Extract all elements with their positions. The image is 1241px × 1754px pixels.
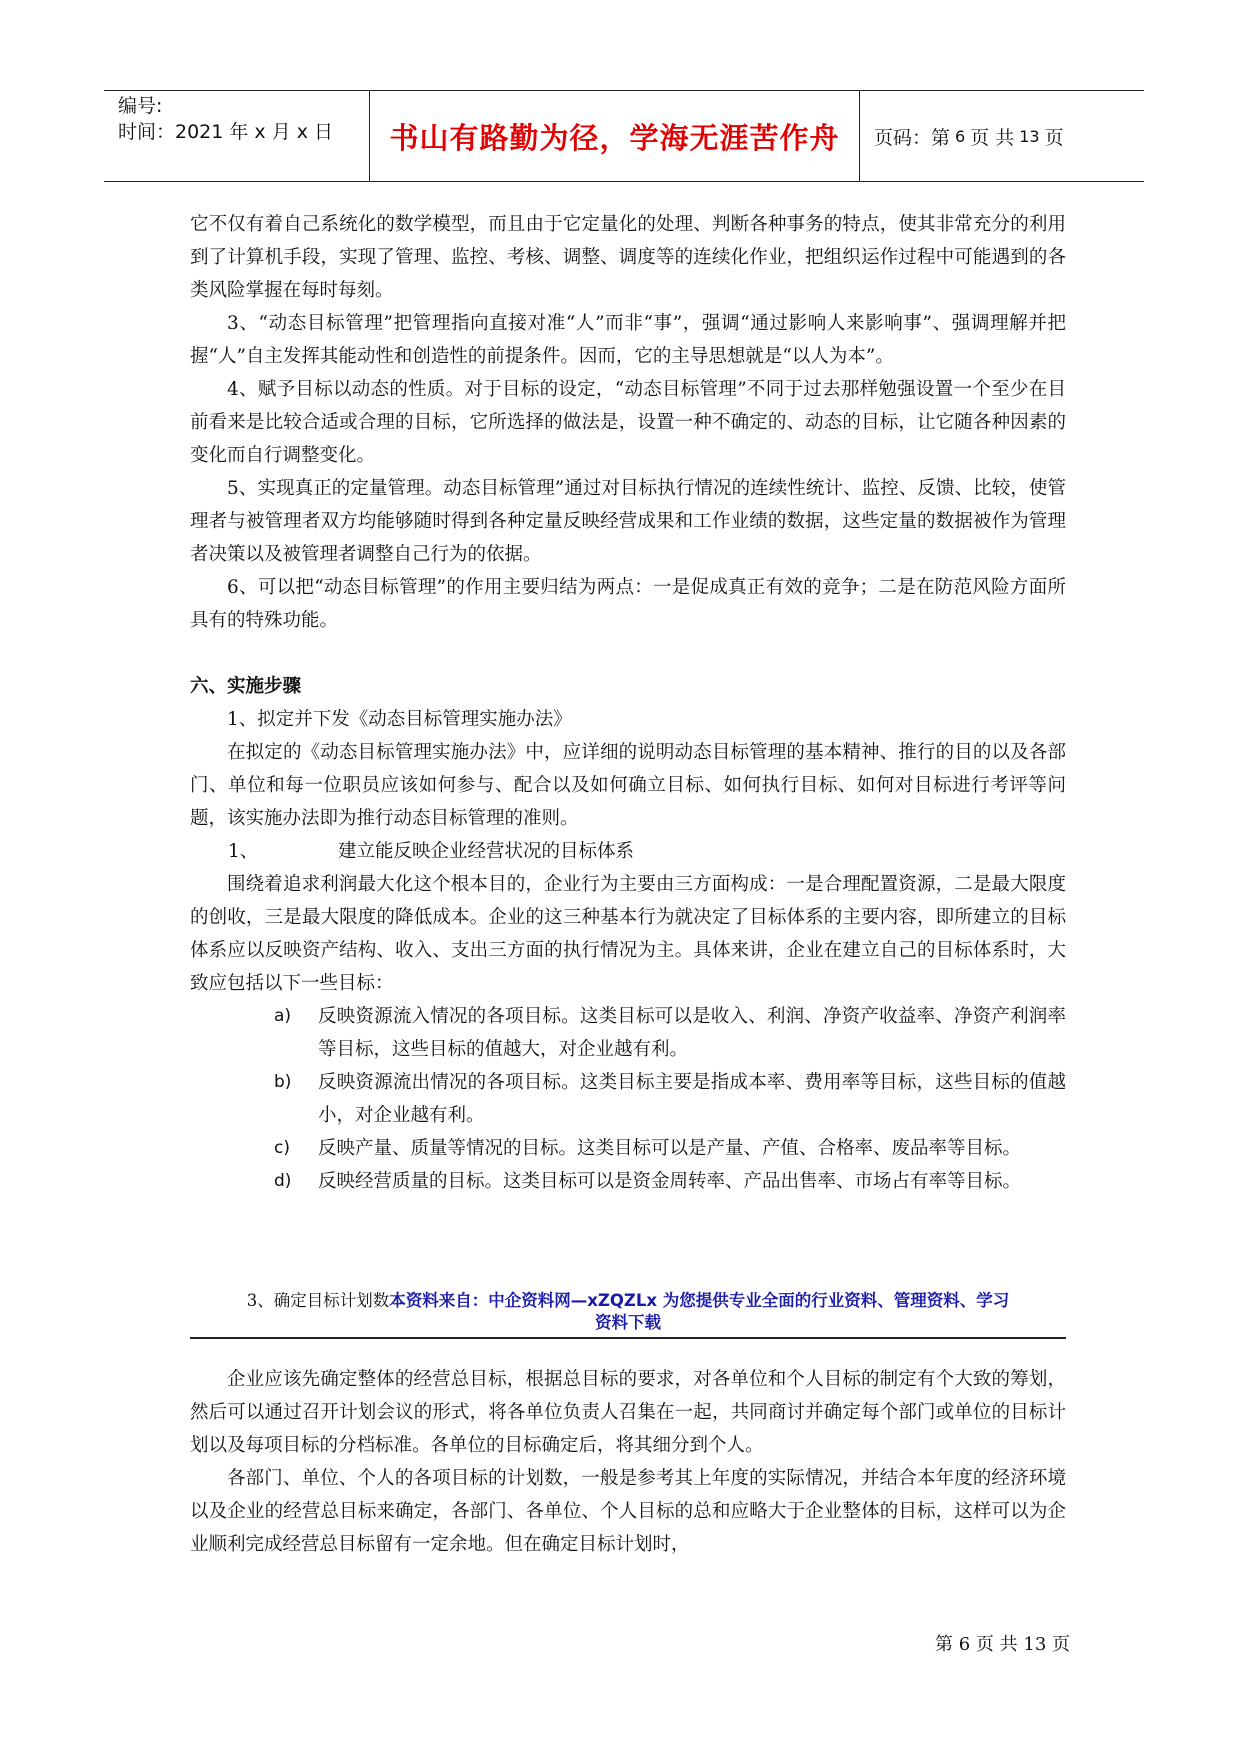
- source-notice: [190, 1290, 1066, 1339]
- list-item: [190, 1000, 1066, 1066]
- list-text: 反映资源流入情况的各项目标。这类目标可以是收入、利润、净资产收益率、净资产利润率等目标，这些目标的值越大，对企业越有利。: [318, 1006, 1066, 1060]
- page-header: [104, 90, 1144, 182]
- paragraph: 企业应该先确定整体的经营总目标，根据总目标的要求，对各单位和个人目标的制定有个大致的筹划，然后可以通过召开计划会议的形式，将各单位负责人召集在一起，共同商讨并确定每个部门或单位的目标计划以及每项目标的分档标准。各单位的目标确定后，将其细分到个人。: [190, 1369, 1066, 1456]
- list-item: [190, 1132, 1066, 1165]
- paragraph: 4、赋予目标以动态的性质。对于目标的设定，“动态目标管理”不同于过去那样勉强设置一个至少在目前看来是比较合适或合理的目标，它所选择的做法是，设置一种不确定的、动态的目标，让它随各种因素的变化而自行调整变化。: [190, 379, 1066, 466]
- document-body-top: [190, 208, 1066, 1198]
- list-label: d): [274, 1171, 292, 1191]
- header-motto: 书山有路勤为径，学海无涯苦作舟: [370, 91, 860, 181]
- paragraph: 围绕着追求利润最大化这个根本目的，企业行为主要由三方面构成：一是合理配置资源，二是最大限度的创收，三是最大限度的降低成本。企业的这三种基本行为就决定了目标体系的主要内容，即所建立的目标体系应以反映资产结构、收入、支出三方面的执行情况为主。具体来讲，企业在建立自己的目标体系时，大致应包括以下一些目标：: [190, 874, 1066, 994]
- page-mid: 页 共: [970, 126, 1015, 149]
- step-title: 1、拟定并下发《动态目标管理实施办法》: [227, 709, 572, 730]
- list-item: [190, 1165, 1066, 1198]
- paragraph: 3、“动态目标管理”把管理指向直接对准“人”而非“事”，强调“通过影响人来影响事”、强调理解并把握“人”自主发挥其能动性和创造性的前提条件。因而，它的主导思想就是“以人为本”。: [190, 313, 1066, 367]
- page-suffix: 页: [1044, 126, 1064, 149]
- paragraph: 在拟定的《动态目标管理实施办法》中，应详细的说明动态目标管理的基本精神、推行的目的以及各部门、单位和每一位职员应该如何参与、配合以及如何确立目标、如何执行目标、如何对目标进行考评等问题，该实施办法即为推行动态目标管理的准则。: [190, 742, 1066, 829]
- list-label: c): [274, 1138, 290, 1158]
- section-heading: 六、实施步骤: [190, 676, 302, 697]
- page-current: 6: [955, 126, 966, 146]
- list-text: 反映经营质量的目标。这类目标可以是资金周转率、产品出售率、市场占有率等目标。: [318, 1171, 1022, 1192]
- source-line-2[interactable]: 资料下载: [595, 1313, 661, 1332]
- list-label: b): [274, 1072, 292, 1092]
- list-text: 反映资源流出情况的各项目标。这类目标主要是指成本率、费用率等目标，这些目标的值越小，对企业越有利。: [318, 1072, 1066, 1126]
- source-line-1: [190, 1290, 1066, 1312]
- page-total: 13: [1019, 126, 1040, 146]
- header-meta: [104, 91, 370, 181]
- paragraph: 5、实现真正的定量管理。动态目标管理”通过对目标执行情况的连续性统计、监控、反馈、比较，使管理者与被管理者双方均能够随时得到各种定量反映经营成果和工作业绩的数据，这些定量的数据被作为管理者决策以及被管理者调整自己行为的依据。: [190, 478, 1066, 565]
- list-item: [190, 1066, 1066, 1132]
- step-title-text: 建立能反映企业经营状况的目标体系: [338, 841, 635, 862]
- document-time-label: 时间：2021 年 x 月 x 日: [118, 121, 334, 143]
- document-body-bottom: [190, 1363, 1066, 1561]
- document-number-label: 编号:: [118, 95, 163, 117]
- paragraph: 它不仅有着自己系统化的数学模型，而且由于它定量化的处理、判断各种事务的特点，使其非常充分的利用到了计算机手段，实现了管理、监控、考核、调整、调度等的连续化作业，把组织运作过程中可能遇到的各类风险掌握在每时每刻。: [190, 214, 1066, 301]
- source-link-text[interactable]: 本资料来自：中企资料网—xZQZLx 为您提供专业全面的行业资料、管理资料、学习: [389, 1291, 1010, 1310]
- page-prefix: 页码：第: [874, 126, 951, 149]
- step-title: [190, 835, 1066, 868]
- page-footer: 第 6 页 共 13 页: [935, 1634, 1070, 1655]
- source-prefix: 3、确定目标计划数: [246, 1291, 390, 1310]
- list-label: a): [274, 1006, 292, 1026]
- paragraph: 各部门、单位、个人的各项目标的计划数，一般是参考其上年度的实际情况，并结合本年度的经济环境以及企业的经营总目标来确定，各部门、各单位、个人目标的总和应略大于企业整体的目标，这样可以为企业顺利完成经营总目标留有一定余地。但在确定目标计划时，: [190, 1468, 1066, 1555]
- header-page-number: [860, 91, 1144, 181]
- step-number: 1、: [228, 841, 259, 862]
- paragraph: 6、可以把“动态目标管理”的作用主要归结为两点：一是促成真正有效的竞争；二是在防范风险方面所具有的特殊功能。: [190, 577, 1066, 631]
- list-text: 反映产量、质量等情况的目标。这类目标可以是产量、产值、合格率、废品率等目标。: [318, 1138, 1022, 1159]
